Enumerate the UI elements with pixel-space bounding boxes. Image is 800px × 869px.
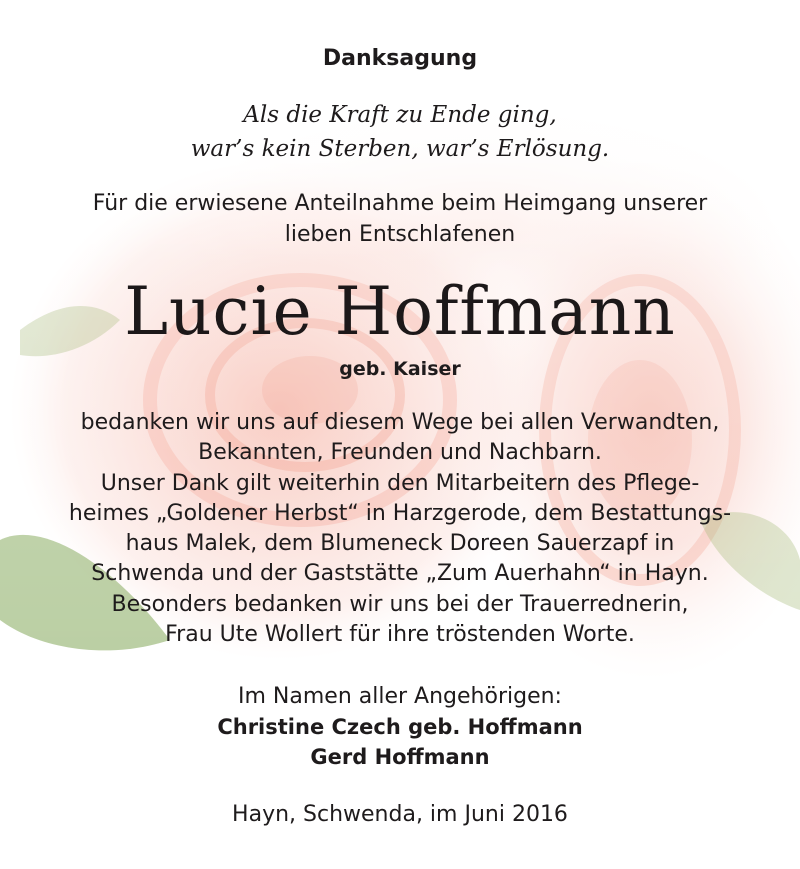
- thanks-line: Unser Dank gilt weiterhin den Mitarbeitern des Pflege-: [100, 470, 700, 496]
- thanks-line: Schwenda und der Gaststätte „Zum Auerhahn“ in Hayn.: [91, 561, 709, 587]
- deceased-name: Lucie Hoffmann: [124, 273, 676, 350]
- signer-name: Gerd Hoffmann: [310, 745, 490, 769]
- intro-line: Für die erwiesene Anteilnahme beim Heimgang unserer: [92, 191, 708, 216]
- birth-name: geb. Kaiser: [339, 358, 461, 380]
- memorial-verse: [0, 98, 800, 166]
- thanks-line: Besonders bedanken wir uns bei der Trauerrednerin,: [111, 591, 689, 617]
- thanks-line: Frau Ute Wollert für ihre tröstenden Worte.: [165, 622, 635, 648]
- notice-title: Danksagung: [322, 46, 478, 71]
- intro-line: lieben Entschlafenen: [284, 222, 516, 247]
- intro-text: [0, 188, 800, 250]
- closing-line: Im Namen aller Angehörigen:: [238, 684, 562, 709]
- thanks-line: Bekannten, Freunden und Nachbarn.: [198, 440, 602, 466]
- thanks-line: heimes „Goldener Herbst“ in Harzgerode, dem Bestattungs-: [68, 500, 732, 526]
- verse-line: war’s kein Sterben, war’s Erlösung.: [190, 136, 610, 162]
- place-and-date: Hayn, Schwenda, im Juni 2016: [232, 802, 568, 827]
- verse-line: Als die Kraft zu Ende ging,: [243, 102, 557, 128]
- thanks-line: bedanken wir uns auf diesem Wege bei allen Verwandten,: [80, 410, 720, 435]
- thanks-line: haus Malek, dem Blumeneck Doreen Sauerzapf in: [125, 531, 675, 557]
- thanks-text: [0, 408, 800, 650]
- signer-name: Christine Czech geb. Hoffmann: [217, 715, 583, 739]
